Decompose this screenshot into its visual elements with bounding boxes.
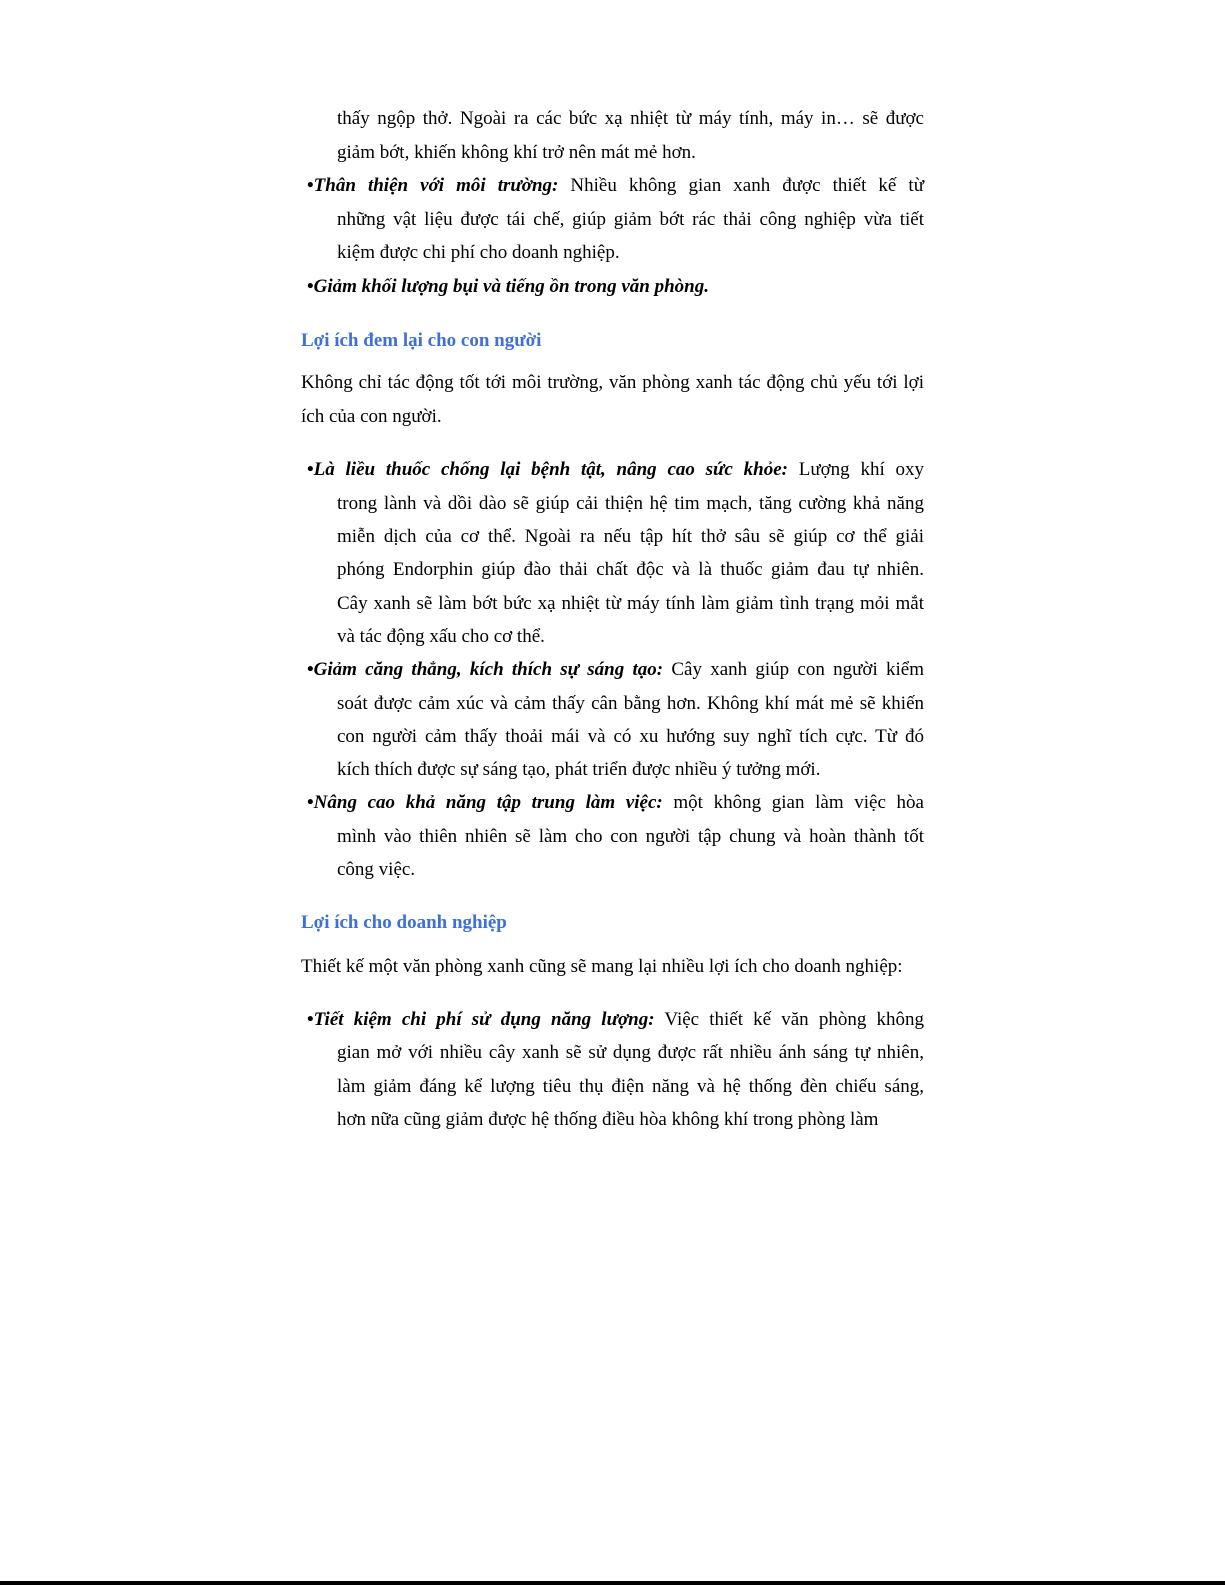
- body-text-line: kiệm được chi phí cho doanh nghiệp.: [337, 242, 620, 263]
- bullet-lead: Nâng cao khả năng tập trung làm việc:: [313, 792, 663, 813]
- bullet-lead: Tiết kiệm chi phí sử dụng năng lượng:: [313, 1009, 655, 1030]
- bullet-text: Lượng khí oxy: [787, 459, 924, 480]
- section-heading-business: Lợi ích cho doanh nghiệp: [301, 912, 507, 933]
- bullet-lead: Giảm khối lượng bụi và tiếng ồn trong văn phòng.: [313, 276, 709, 297]
- bullet-text: một không gian làm việc hòa: [662, 792, 924, 813]
- body-text-line: soát được cảm xúc và cảm thấy cân bằng hơn. Không khí mát mẻ sẽ khiến: [337, 693, 924, 714]
- bullet-marker: •: [307, 1009, 314, 1030]
- bullet-item-environment: [307, 174, 924, 198]
- bullet-item-dust: [307, 275, 924, 299]
- body-text-line: phóng Endorphin giúp đào thải chất độc và là thuốc giảm đau tự nhiên.: [337, 559, 924, 580]
- body-text-line: Cây xanh sẽ làm bớt bức xạ nhiệt từ máy tính làm giảm tình trạng mỏi mắt: [337, 593, 924, 614]
- section-heading-people: Lợi ích đem lại cho con người: [301, 330, 542, 351]
- bullet-marker: •: [307, 659, 314, 680]
- body-text-line: miễn dịch của cơ thể. Ngoài ra nếu tập hít thở sâu sẽ giúp cơ thể giải: [337, 526, 924, 547]
- bullet-text: Nhiều không gian xanh được thiết kế từ: [558, 175, 924, 196]
- bullet-marker: •: [307, 175, 314, 196]
- bullet-marker: •: [307, 459, 314, 480]
- bullet-item-health: [307, 458, 924, 482]
- body-text-line: Không chỉ tác động tốt tới môi trường, văn phòng xanh tác động chủ yếu tới lợi: [301, 372, 924, 393]
- body-text-line: hơn nữa cũng giảm được hệ thống điều hòa không khí trong phòng làm: [337, 1109, 879, 1130]
- bullet-marker: •: [307, 792, 314, 813]
- bullet-lead: Là liều thuốc chống lại bệnh tật, nâng cao sức khỏe:: [313, 459, 788, 480]
- bullet-item-stress: [307, 658, 924, 682]
- body-text-line: gian mở với nhiều cây xanh sẽ sử dụng được rất nhiều ánh sáng tự nhiên,: [337, 1042, 924, 1063]
- body-text-line: công việc.: [337, 859, 416, 880]
- body-text-line: giảm bớt, khiến không khí trở nên mát mẻ hơn.: [337, 142, 696, 163]
- bullet-lead: Giảm căng thẳng, kích thích sự sáng tạo:: [313, 659, 664, 680]
- body-text-line: kích thích được sự sáng tạo, phát triển được nhiều ý tưởng mới.: [337, 759, 821, 780]
- bullet-marker: •: [307, 276, 314, 297]
- bullet-lead: Thân thiện với môi trường:: [313, 175, 559, 196]
- body-text-line: mình vào thiên nhiên sẽ làm cho con người tập chung và hoàn thành tốt: [337, 826, 924, 847]
- bullet-text: Cây xanh giúp con người kiểm: [663, 659, 924, 680]
- body-text-line: và tác động xấu cho cơ thể.: [337, 626, 545, 647]
- body-text-line: con người cảm thấy thoải mái và có xu hướng suy nghĩ tích cực. Từ đó: [337, 726, 924, 747]
- body-text-line: ích của con người.: [301, 406, 442, 427]
- page-bottom-border: [0, 1581, 1225, 1585]
- bullet-item-focus: [307, 791, 924, 815]
- body-text-line: trong lành và dồi dào sẽ giúp cải thiện hệ tim mạch, tăng cường khả năng: [337, 493, 924, 514]
- body-text-line: Thiết kế một văn phòng xanh cũng sẽ mang lại nhiều lợi ích cho doanh nghiệp:: [301, 956, 903, 977]
- bullet-item-energy: [307, 1008, 924, 1032]
- body-text-line: thấy ngộp thở. Ngoài ra các bức xạ nhiệt từ máy tính, máy in… sẽ được: [337, 108, 924, 129]
- body-text-line: làm giảm đáng kể lượng tiêu thụ điện năng và hệ thống đèn chiếu sáng,: [337, 1076, 924, 1097]
- body-text-line: những vật liệu được tái chế, giúp giảm bớt rác thải công nghiệp vừa tiết: [337, 209, 924, 230]
- bullet-text: Việc thiết kế văn phòng không: [654, 1009, 924, 1030]
